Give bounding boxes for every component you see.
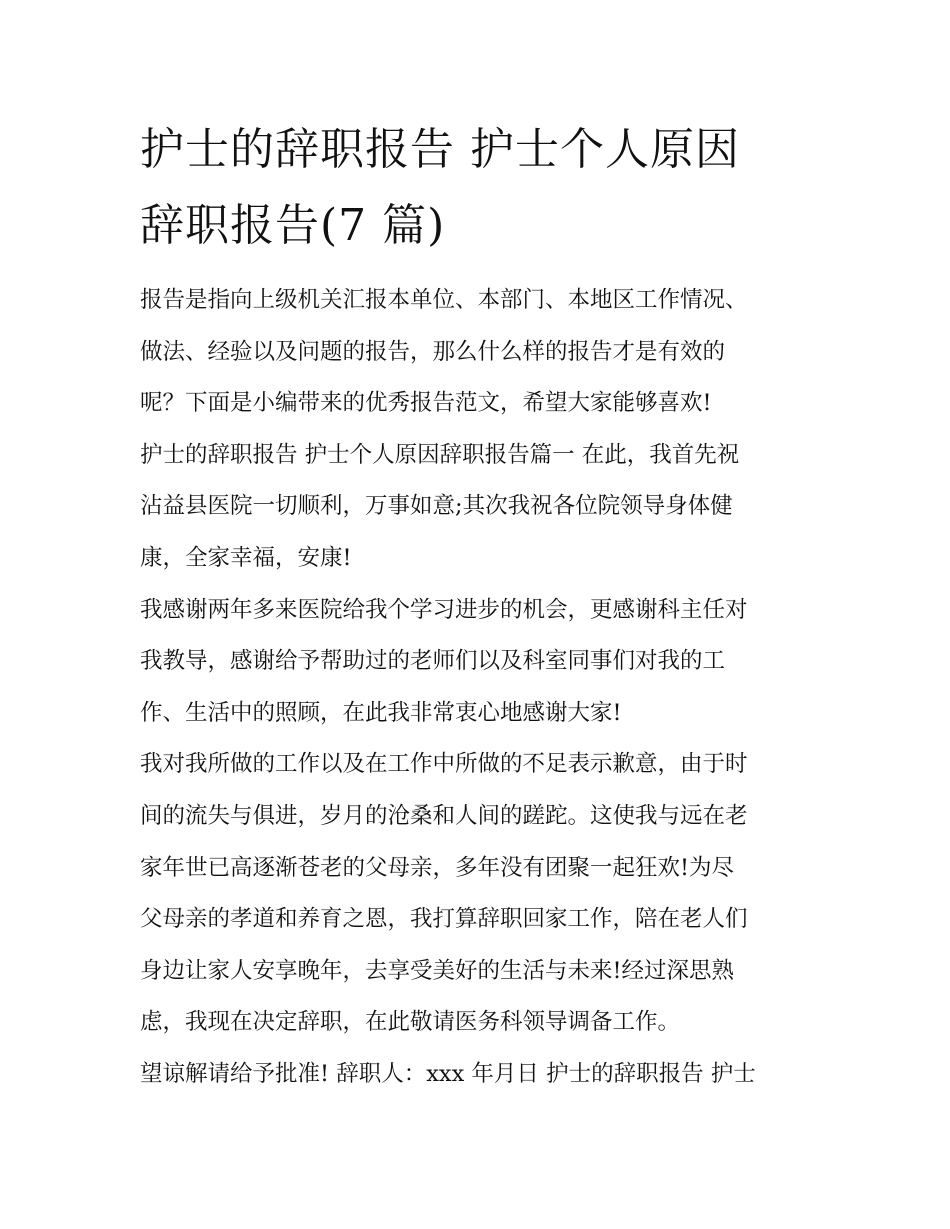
body-line: 护士的辞职报告 护士个人原因辞职报告篇一 在此，我首先祝 [140,441,740,468]
body-line: 沾益县医院一切顺利，万事如意;其次我祝各位院领导身体健 [140,493,733,520]
body-line: 我感谢两年多来医院给我个学习进步的机会，更感谢科主任对 [140,596,748,623]
body-line: 做法、经验以及问题的报告，那么什么样的报告才是有效的 [140,338,726,365]
body-line: 作、生活中的照顾，在此我非常衷心地感谢大家! [140,699,622,726]
body-line: 呢？下面是小编带来的优秀报告范文，希望大家能够喜欢! [140,390,712,417]
body-line: 虑，我现在决定辞职，在此敬请医务科领导调备工作。 [140,1009,681,1036]
body-line: 我教导，感谢给予帮助过的老师们以及科室同事们对我的工 [140,648,726,675]
body-line: 我对我所做的工作以及在工作中所做的不足表示歉意，由于时 [140,751,748,778]
title-line: 护士的辞职报告 护士个人原因 [140,124,740,175]
body-line: 父母亲的孝道和养育之恩，我打算辞职回家工作，陪在老人们 [140,906,748,933]
document-title [140,112,820,264]
body-line: 康，全家幸福，安康! [140,544,352,571]
body-line: 家年世已高逐渐苍老的父母亲，多年没有团聚一起狂欢!为尽 [140,854,735,881]
body-line: 间的流失与俱进，岁月的沧桑和人间的蹉跎。这使我与远在老 [140,802,748,829]
title-line: 辞职报告(7 篇) [140,200,446,251]
body-line: 身边让家人安享晚年，去享受美好的生活与未来!经过深思熟 [140,957,735,984]
body-line: 报告是指向上级机关汇报本单位、本部门、本地区工作情况、 [140,287,748,313]
body-line: 望谅解请给予批准! 辞职人：xxx 年月日 护士的辞职报告 护士 [140,1060,756,1087]
document-body [140,275,820,1101]
